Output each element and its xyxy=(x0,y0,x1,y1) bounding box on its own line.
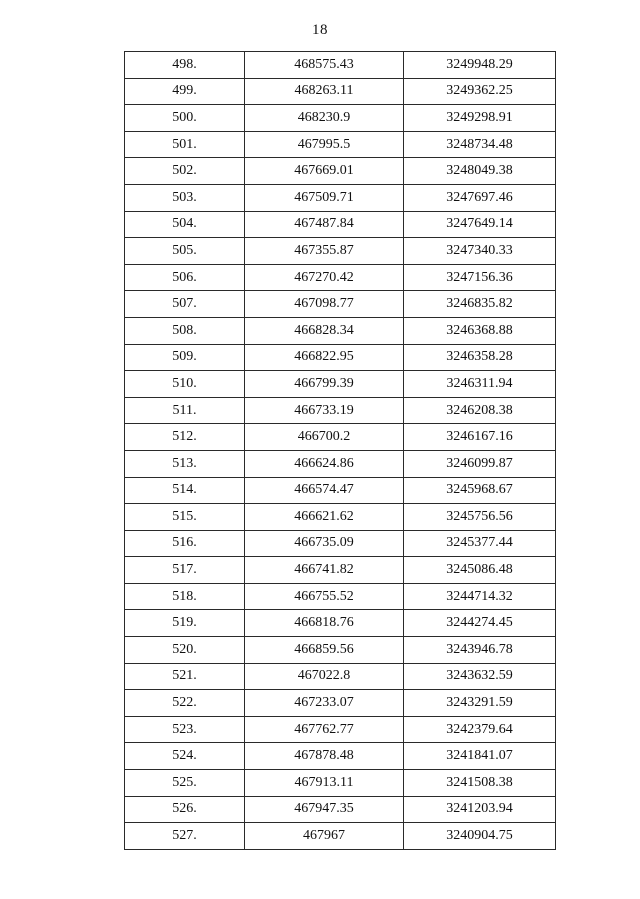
point-index-cell: 522. xyxy=(125,690,245,717)
point-index-cell: 511. xyxy=(125,397,245,424)
x-coordinate-cell: 467967 xyxy=(245,823,404,850)
x-coordinate-cell: 467509.71 xyxy=(245,184,404,211)
x-coordinate-cell: 467487.84 xyxy=(245,211,404,238)
point-index-cell: 510. xyxy=(125,371,245,398)
x-coordinate-cell: 467995.5 xyxy=(245,131,404,158)
y-coordinate-cell: 3249948.29 xyxy=(404,52,556,79)
y-coordinate-cell: 3241203.94 xyxy=(404,796,556,823)
point-index-cell: 512. xyxy=(125,424,245,451)
point-index-cell: 499. xyxy=(125,78,245,105)
point-index-cell: 516. xyxy=(125,530,245,557)
coordinate-table xyxy=(124,51,556,850)
y-coordinate-cell: 3248734.48 xyxy=(404,131,556,158)
y-coordinate-cell: 3243946.78 xyxy=(404,637,556,664)
y-coordinate-cell: 3249298.91 xyxy=(404,105,556,132)
table-row xyxy=(125,371,556,398)
table-row xyxy=(125,184,556,211)
point-index-cell: 517. xyxy=(125,557,245,584)
y-coordinate-cell: 3245377.44 xyxy=(404,530,556,557)
x-coordinate-cell: 468575.43 xyxy=(245,52,404,79)
point-index-cell: 518. xyxy=(125,583,245,610)
y-coordinate-cell: 3241841.07 xyxy=(404,743,556,770)
point-index-cell: 523. xyxy=(125,716,245,743)
x-coordinate-cell: 467355.87 xyxy=(245,238,404,265)
y-coordinate-cell: 3247697.46 xyxy=(404,184,556,211)
x-coordinate-cell: 467947.35 xyxy=(245,796,404,823)
y-coordinate-cell: 3249362.25 xyxy=(404,78,556,105)
x-coordinate-cell: 466859.56 xyxy=(245,637,404,664)
point-index-cell: 519. xyxy=(125,610,245,637)
point-index-cell: 527. xyxy=(125,823,245,850)
table-row xyxy=(125,450,556,477)
point-index-cell: 513. xyxy=(125,450,245,477)
point-index-cell: 498. xyxy=(125,52,245,79)
point-index-cell: 525. xyxy=(125,770,245,797)
table-row xyxy=(125,557,556,584)
x-coordinate-cell: 467669.01 xyxy=(245,158,404,185)
table-row xyxy=(125,504,556,531)
table-row xyxy=(125,344,556,371)
point-index-cell: 514. xyxy=(125,477,245,504)
x-coordinate-cell: 468263.11 xyxy=(245,78,404,105)
point-index-cell: 509. xyxy=(125,344,245,371)
table-row xyxy=(125,78,556,105)
x-coordinate-cell: 467233.07 xyxy=(245,690,404,717)
y-coordinate-cell: 3246835.82 xyxy=(404,291,556,318)
point-index-cell: 501. xyxy=(125,131,245,158)
table-row xyxy=(125,770,556,797)
y-coordinate-cell: 3240904.75 xyxy=(404,823,556,850)
y-coordinate-cell: 3246099.87 xyxy=(404,450,556,477)
x-coordinate-cell: 466735.09 xyxy=(245,530,404,557)
point-index-cell: 500. xyxy=(125,105,245,132)
point-index-cell: 515. xyxy=(125,504,245,531)
y-coordinate-cell: 3243291.59 xyxy=(404,690,556,717)
y-coordinate-cell: 3246311.94 xyxy=(404,371,556,398)
y-coordinate-cell: 3246358.28 xyxy=(404,344,556,371)
x-coordinate-cell: 467098.77 xyxy=(245,291,404,318)
y-coordinate-cell: 3245086.48 xyxy=(404,557,556,584)
y-coordinate-cell: 3247340.33 xyxy=(404,238,556,265)
table-row xyxy=(125,397,556,424)
page-number: 18 xyxy=(312,22,328,38)
table-row xyxy=(125,796,556,823)
table-row xyxy=(125,131,556,158)
table-row xyxy=(125,211,556,238)
y-coordinate-cell: 3244274.45 xyxy=(404,610,556,637)
y-coordinate-cell: 3246167.16 xyxy=(404,424,556,451)
table-row xyxy=(125,663,556,690)
y-coordinate-cell: 3247649.14 xyxy=(404,211,556,238)
y-coordinate-cell: 3245968.67 xyxy=(404,477,556,504)
table-row xyxy=(125,823,556,850)
x-coordinate-cell: 466828.34 xyxy=(245,317,404,344)
x-coordinate-cell: 466621.62 xyxy=(245,504,404,531)
coordinate-table-body xyxy=(125,52,556,850)
x-coordinate-cell: 468230.9 xyxy=(245,105,404,132)
table-row xyxy=(125,291,556,318)
point-index-cell: 506. xyxy=(125,264,245,291)
table-row xyxy=(125,238,556,265)
table-row xyxy=(125,610,556,637)
y-coordinate-cell: 3244714.32 xyxy=(404,583,556,610)
table-row xyxy=(125,716,556,743)
x-coordinate-cell: 467762.77 xyxy=(245,716,404,743)
y-coordinate-cell: 3242379.64 xyxy=(404,716,556,743)
point-index-cell: 505. xyxy=(125,238,245,265)
point-index-cell: 520. xyxy=(125,637,245,664)
table-row xyxy=(125,690,556,717)
point-index-cell: 526. xyxy=(125,796,245,823)
y-coordinate-cell: 3245756.56 xyxy=(404,504,556,531)
table-row xyxy=(125,52,556,79)
point-index-cell: 521. xyxy=(125,663,245,690)
point-index-cell: 502. xyxy=(125,158,245,185)
x-coordinate-cell: 466700.2 xyxy=(245,424,404,451)
y-coordinate-cell: 3241508.38 xyxy=(404,770,556,797)
x-coordinate-cell: 467878.48 xyxy=(245,743,404,770)
x-coordinate-cell: 466818.76 xyxy=(245,610,404,637)
x-coordinate-cell: 467022.8 xyxy=(245,663,404,690)
x-coordinate-cell: 466799.39 xyxy=(245,371,404,398)
table-row xyxy=(125,264,556,291)
table-row xyxy=(125,424,556,451)
table-row xyxy=(125,530,556,557)
table-row xyxy=(125,317,556,344)
x-coordinate-cell: 467913.11 xyxy=(245,770,404,797)
table-row xyxy=(125,105,556,132)
x-coordinate-cell: 466741.82 xyxy=(245,557,404,584)
point-index-cell: 508. xyxy=(125,317,245,344)
point-index-cell: 507. xyxy=(125,291,245,318)
point-index-cell: 504. xyxy=(125,211,245,238)
y-coordinate-cell: 3247156.36 xyxy=(404,264,556,291)
y-coordinate-cell: 3246368.88 xyxy=(404,317,556,344)
point-index-cell: 503. xyxy=(125,184,245,211)
x-coordinate-cell: 466755.52 xyxy=(245,583,404,610)
table-row xyxy=(125,477,556,504)
table-row xyxy=(125,637,556,664)
x-coordinate-cell: 466822.95 xyxy=(245,344,404,371)
table-row xyxy=(125,743,556,770)
table-row xyxy=(125,158,556,185)
x-coordinate-cell: 467270.42 xyxy=(245,264,404,291)
x-coordinate-cell: 466574.47 xyxy=(245,477,404,504)
y-coordinate-cell: 3248049.38 xyxy=(404,158,556,185)
y-coordinate-cell: 3246208.38 xyxy=(404,397,556,424)
table-row xyxy=(125,583,556,610)
x-coordinate-cell: 466624.86 xyxy=(245,450,404,477)
y-coordinate-cell: 3243632.59 xyxy=(404,663,556,690)
point-index-cell: 524. xyxy=(125,743,245,770)
x-coordinate-cell: 466733.19 xyxy=(245,397,404,424)
